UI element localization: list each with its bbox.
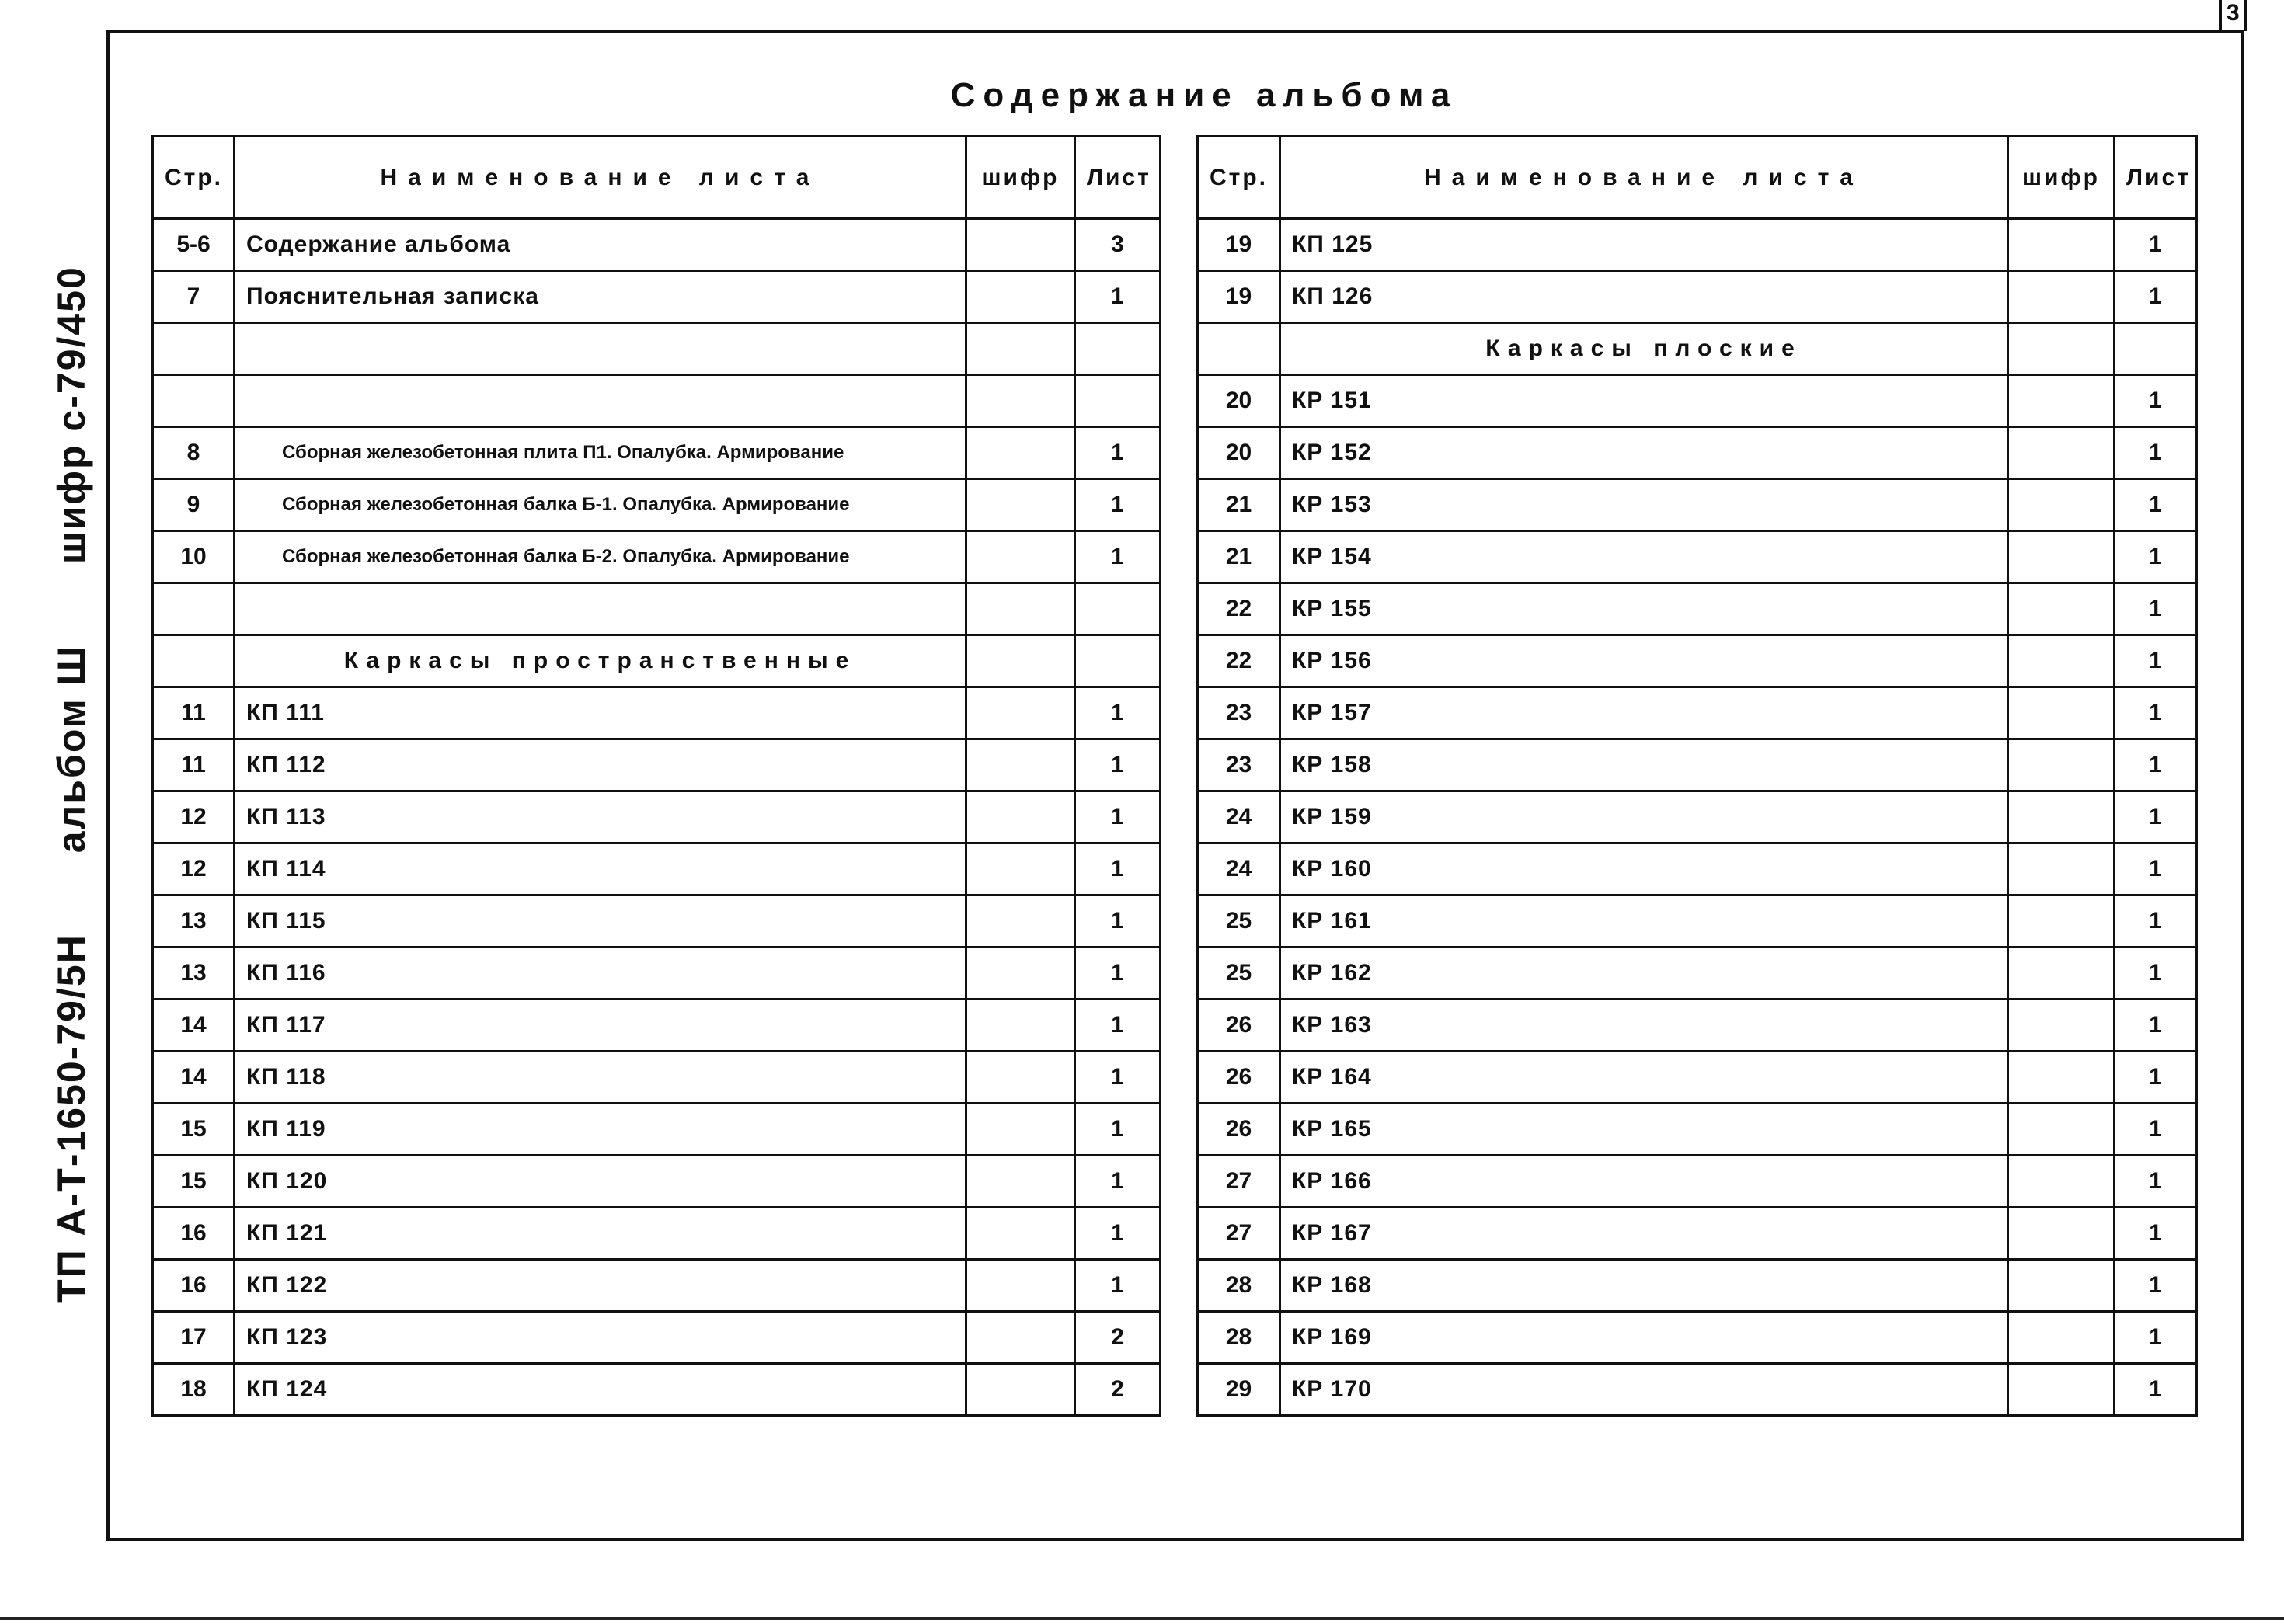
- page-cell: 24: [1198, 843, 1280, 895]
- code-cell: [966, 739, 1075, 791]
- code-cell: [2008, 843, 2115, 895]
- name-cell: Содержание альбома: [235, 219, 966, 271]
- code-cell: [966, 427, 1075, 479]
- table-row: [153, 1208, 1161, 1260]
- name-cell: КП 113: [235, 791, 966, 843]
- corner-stub: [2219, 0, 2247, 31]
- table-row: [1198, 583, 2197, 635]
- section-heading: Каркасы плоские: [1280, 323, 2008, 375]
- sheets-cell: 1: [2115, 583, 2197, 635]
- name-cell: Сборная железобетонная балка Б-2. Опалубка. Армирование: [235, 531, 966, 583]
- name-cell: КР 151: [1280, 375, 2008, 427]
- sheets-cell: 1: [2115, 635, 2197, 687]
- code-cell: [966, 687, 1075, 739]
- table-row: [153, 479, 1161, 531]
- code-cell: [2008, 895, 2115, 948]
- sheets-cell: 1: [2115, 1260, 2197, 1312]
- page-cell: 25: [1198, 948, 1280, 1000]
- code-cell: [966, 791, 1075, 843]
- name-cell: КР 161: [1280, 895, 2008, 948]
- code-cell: [2008, 427, 2115, 479]
- page-cell: 21: [1198, 479, 1280, 531]
- table-row: [153, 1312, 1161, 1364]
- table-row: [1198, 895, 2197, 948]
- code-cell: [2008, 948, 2115, 1000]
- page-cell: 28: [1198, 1260, 1280, 1312]
- sheets-cell: 1: [1075, 948, 1161, 1000]
- sheets-cell: 1: [2115, 427, 2197, 479]
- name-cell: КП 126: [1280, 271, 2008, 323]
- name-cell: КР 159: [1280, 791, 2008, 843]
- name-cell: Пояснительная записка: [235, 271, 966, 323]
- code-cell: [966, 531, 1075, 583]
- name-cell: КР 153: [1280, 479, 2008, 531]
- column-header-sheets: Лист: [2115, 137, 2197, 219]
- name-cell: КР 156: [1280, 635, 2008, 687]
- table-row: [1198, 1052, 2197, 1104]
- table-row: [153, 1364, 1161, 1416]
- sheets-cell: 2: [1075, 1364, 1161, 1416]
- table-row: [153, 1000, 1161, 1052]
- code-cell: [2008, 635, 2115, 687]
- code-cell: [966, 948, 1075, 1000]
- sheets-cell: 1: [1075, 479, 1161, 531]
- sheets-cell: 1: [1075, 1104, 1161, 1156]
- table-row: [1198, 531, 2197, 583]
- page-cell: 15: [153, 1104, 235, 1156]
- page-cell: 5-6: [153, 219, 235, 271]
- column-header-code: шифр: [966, 137, 1075, 219]
- page-cell: 26: [1198, 1104, 1280, 1156]
- page-cell: 11: [153, 739, 235, 791]
- table-row: [153, 895, 1161, 948]
- sheets-cell: 1: [2115, 739, 2197, 791]
- sheets-cell: 1: [1075, 791, 1161, 843]
- page-cell: 23: [1198, 687, 1280, 739]
- bottom-edge-line: [0, 1617, 2284, 1620]
- contents-table-left: [151, 135, 1161, 1417]
- code-cell: [966, 843, 1075, 895]
- code-cell: [2008, 739, 2115, 791]
- table-row: [1198, 948, 2197, 1000]
- side-stamp: [49, 39, 94, 1530]
- table-row: [1198, 219, 2197, 271]
- code-cell: [2008, 1260, 2115, 1312]
- sheets-cell: 1: [1075, 271, 1161, 323]
- table-row: [1198, 1104, 2197, 1156]
- name-cell: КП 118: [235, 1052, 966, 1104]
- page-cell: 24: [1198, 791, 1280, 843]
- sheets-cell: 1: [2115, 219, 2197, 271]
- name-cell: КР 170: [1280, 1364, 2008, 1416]
- table-row: [153, 1104, 1161, 1156]
- code-cell: [966, 1312, 1075, 1364]
- sheets-cell: 1: [1075, 427, 1161, 479]
- code-cell: [2008, 271, 2115, 323]
- name-cell: КП 117: [235, 1000, 966, 1052]
- page-cell: 29: [1198, 1364, 1280, 1416]
- table-header-row: [1198, 137, 2197, 219]
- page-cell: 27: [1198, 1208, 1280, 1260]
- table-row: [1198, 1364, 2197, 1416]
- sheets-cell: 1: [1075, 1052, 1161, 1104]
- code-cell: [966, 375, 1075, 427]
- page-cell: 20: [1198, 427, 1280, 479]
- page-cell: 12: [153, 843, 235, 895]
- name-cell: КР 168: [1280, 1260, 2008, 1312]
- page-cell: 11: [153, 687, 235, 739]
- table-row: [153, 375, 1161, 427]
- page-cell: 14: [153, 1052, 235, 1104]
- page-cell: 7: [153, 271, 235, 323]
- contents-body-left: [153, 219, 1161, 1416]
- page-cell: 9: [153, 479, 235, 531]
- name-cell: КП 115: [235, 895, 966, 948]
- side-album-label: альбом Ш: [50, 645, 93, 854]
- sheets-cell: 1: [2115, 375, 2197, 427]
- page-cell: 18: [153, 1364, 235, 1416]
- page-cell: 25: [1198, 895, 1280, 948]
- table-header-row: [153, 137, 1161, 219]
- code-cell: [966, 1208, 1075, 1260]
- table-row: [153, 687, 1161, 739]
- code-cell: [2008, 375, 2115, 427]
- table-row: [1198, 479, 2197, 531]
- code-cell: [966, 1104, 1075, 1156]
- column-header-sheets: Лист: [1075, 137, 1161, 219]
- page-cell: 17: [153, 1312, 235, 1364]
- name-cell: КП 121: [235, 1208, 966, 1260]
- code-cell: [966, 219, 1075, 271]
- sheets-cell: [1075, 375, 1161, 427]
- code-cell: [2008, 479, 2115, 531]
- code-cell: [966, 635, 1075, 687]
- section-heading: Каркасы пространственные: [235, 635, 966, 687]
- code-cell: [2008, 1000, 2115, 1052]
- code-cell: [966, 271, 1075, 323]
- page-cell: [153, 375, 235, 427]
- name-cell: КП 119: [235, 1104, 966, 1156]
- name-cell: Сборная железобетонная балка Б-1. Опалубка. Армирование: [235, 479, 966, 531]
- sheets-cell: 1: [1075, 687, 1161, 739]
- name-cell: КР 160: [1280, 843, 2008, 895]
- sheets-cell: 1: [1075, 1000, 1161, 1052]
- side-cipher: шифр с-79/450: [50, 266, 93, 565]
- code-cell: [2008, 687, 2115, 739]
- page-cell: 23: [1198, 739, 1280, 791]
- page-title: Содержание альбома: [950, 76, 1458, 114]
- table-row: [153, 219, 1161, 271]
- table-row: [153, 531, 1161, 583]
- page-cell: 28: [1198, 1312, 1280, 1364]
- sheets-cell: 1: [2115, 895, 2197, 948]
- table-row: [1198, 427, 2197, 479]
- table-row: [1198, 1000, 2197, 1052]
- code-cell: [966, 323, 1075, 375]
- code-cell: [966, 895, 1075, 948]
- code-cell: [2008, 1208, 2115, 1260]
- sheets-cell: [1075, 323, 1161, 375]
- table-row: [153, 1260, 1161, 1312]
- name-cell: КР 158: [1280, 739, 2008, 791]
- sheets-cell: 1: [1075, 1156, 1161, 1208]
- column-header-name: Наименование листа: [1280, 137, 2008, 219]
- name-cell: КП 111: [235, 687, 966, 739]
- page-cell: 13: [153, 948, 235, 1000]
- sheets-cell: 1: [2115, 687, 2197, 739]
- name-cell: КР 165: [1280, 1104, 2008, 1156]
- code-cell: [966, 1260, 1075, 1312]
- contents-body-right: [1198, 219, 2197, 1416]
- sheets-cell: 1: [1075, 895, 1161, 948]
- name-cell: КР 167: [1280, 1208, 2008, 1260]
- name-cell: КР 157: [1280, 687, 2008, 739]
- sheets-cell: [1075, 583, 1161, 635]
- sheets-cell: [1075, 635, 1161, 687]
- name-cell: КП 112: [235, 739, 966, 791]
- page-cell: 16: [153, 1208, 235, 1260]
- sheets-cell: 1: [2115, 948, 2197, 1000]
- table-row: [1198, 1208, 2197, 1260]
- table-row: [153, 1156, 1161, 1208]
- page-cell: 26: [1198, 1000, 1280, 1052]
- sheets-cell: 1: [2115, 1052, 2197, 1104]
- table-row: [153, 271, 1161, 323]
- page-cell: 27: [1198, 1156, 1280, 1208]
- sheets-cell: 1: [2115, 1104, 2197, 1156]
- page-cell: 15: [153, 1156, 235, 1208]
- code-cell: [2008, 531, 2115, 583]
- table-row: [1198, 271, 2197, 323]
- name-cell: КР 169: [1280, 1312, 2008, 1364]
- side-project-code: ТП А-Т-1650-79/5Н: [50, 934, 93, 1303]
- name-cell: [235, 323, 966, 375]
- code-cell: [2008, 791, 2115, 843]
- name-cell: [235, 375, 966, 427]
- sheets-cell: 1: [2115, 479, 2197, 531]
- table-row: [1198, 739, 2197, 791]
- contents-table-right: [1196, 135, 2198, 1417]
- table-row: [153, 635, 1161, 687]
- page-cell: 12: [153, 791, 235, 843]
- column-header-page: Стр.: [1198, 137, 1280, 219]
- table-row: [153, 843, 1161, 895]
- page-cell: 8: [153, 427, 235, 479]
- table-row: [153, 791, 1161, 843]
- column-header-page: Стр.: [153, 137, 235, 219]
- code-cell: [2008, 219, 2115, 271]
- column-header-name: Наименование листа: [235, 137, 966, 219]
- sheets-cell: 1: [2115, 1312, 2197, 1364]
- sheets-cell: 1: [2115, 791, 2197, 843]
- page-cell: 16: [153, 1260, 235, 1312]
- name-cell: КП 116: [235, 948, 966, 1000]
- table-row: [1198, 1312, 2197, 1364]
- name-cell: Сборная железобетонная плита П1. Опалубка. Армирование: [235, 427, 966, 479]
- code-cell: [966, 583, 1075, 635]
- sheets-cell: 1: [2115, 1364, 2197, 1416]
- name-cell: КП 120: [235, 1156, 966, 1208]
- code-cell: [2008, 583, 2115, 635]
- table-row: [1198, 687, 2197, 739]
- name-cell: КР 162: [1280, 948, 2008, 1000]
- name-cell: КР 155: [1280, 583, 2008, 635]
- sheets-cell: 1: [2115, 1000, 2197, 1052]
- sheets-cell: 1: [1075, 1208, 1161, 1260]
- sheets-cell: 1: [1075, 739, 1161, 791]
- sheets-cell: 3: [1075, 219, 1161, 271]
- code-cell: [2008, 1052, 2115, 1104]
- page-cell: 14: [153, 1000, 235, 1052]
- code-cell: [2008, 1104, 2115, 1156]
- name-cell: КП 122: [235, 1260, 966, 1312]
- code-cell: [966, 479, 1075, 531]
- name-cell: КР 164: [1280, 1052, 2008, 1104]
- sheets-cell: 2: [1075, 1312, 1161, 1364]
- table-row: [153, 427, 1161, 479]
- table-row: [1198, 635, 2197, 687]
- code-cell: [2008, 1312, 2115, 1364]
- code-cell: [966, 1000, 1075, 1052]
- page-cell: [1198, 323, 1280, 375]
- sheets-cell: 1: [2115, 843, 2197, 895]
- sheets-cell: 1: [1075, 531, 1161, 583]
- sheets-cell: 1: [2115, 531, 2197, 583]
- code-cell: [2008, 1156, 2115, 1208]
- name-cell: [235, 583, 966, 635]
- table-row: [1198, 375, 2197, 427]
- page-cell: 22: [1198, 583, 1280, 635]
- code-cell: [966, 1364, 1075, 1416]
- page-cell: 20: [1198, 375, 1280, 427]
- page-cell: 19: [1198, 271, 1280, 323]
- sheets-cell: 1: [2115, 1208, 2197, 1260]
- page-cell: 21: [1198, 531, 1280, 583]
- code-cell: [2008, 1364, 2115, 1416]
- page-cell: 19: [1198, 219, 1280, 271]
- name-cell: КР 154: [1280, 531, 2008, 583]
- code-cell: [966, 1052, 1075, 1104]
- page-cell: [153, 635, 235, 687]
- name-cell: КП 124: [235, 1364, 966, 1416]
- page-cell: [153, 323, 235, 375]
- table-row: [1198, 1156, 2197, 1208]
- table-row: [1198, 791, 2197, 843]
- table-row: [1198, 323, 2197, 375]
- page-cell: [153, 583, 235, 635]
- table-row: [153, 948, 1161, 1000]
- table-row: [153, 739, 1161, 791]
- table-row: [1198, 1260, 2197, 1312]
- page-cell: 26: [1198, 1052, 1280, 1104]
- page-cell: 13: [153, 895, 235, 948]
- table-row: [153, 1052, 1161, 1104]
- corner-number: 3: [2227, 0, 2240, 26]
- table-row: [1198, 843, 2197, 895]
- code-cell: [2008, 323, 2115, 375]
- sheets-cell: 1: [2115, 1156, 2197, 1208]
- sheets-cell: 1: [2115, 271, 2197, 323]
- table-row: [153, 323, 1161, 375]
- column-header-code: шифр: [2008, 137, 2115, 219]
- name-cell: КП 123: [235, 1312, 966, 1364]
- name-cell: КП 114: [235, 843, 966, 895]
- page-cell: 22: [1198, 635, 1280, 687]
- sheets-cell: 1: [1075, 843, 1161, 895]
- sheets-cell: [2115, 323, 2197, 375]
- code-cell: [966, 1156, 1075, 1208]
- name-cell: КР 163: [1280, 1000, 2008, 1052]
- name-cell: КР 152: [1280, 427, 2008, 479]
- page-cell: 10: [153, 531, 235, 583]
- name-cell: КР 166: [1280, 1156, 2008, 1208]
- table-row: [153, 583, 1161, 635]
- sheets-cell: 1: [1075, 1260, 1161, 1312]
- name-cell: КП 125: [1280, 219, 2008, 271]
